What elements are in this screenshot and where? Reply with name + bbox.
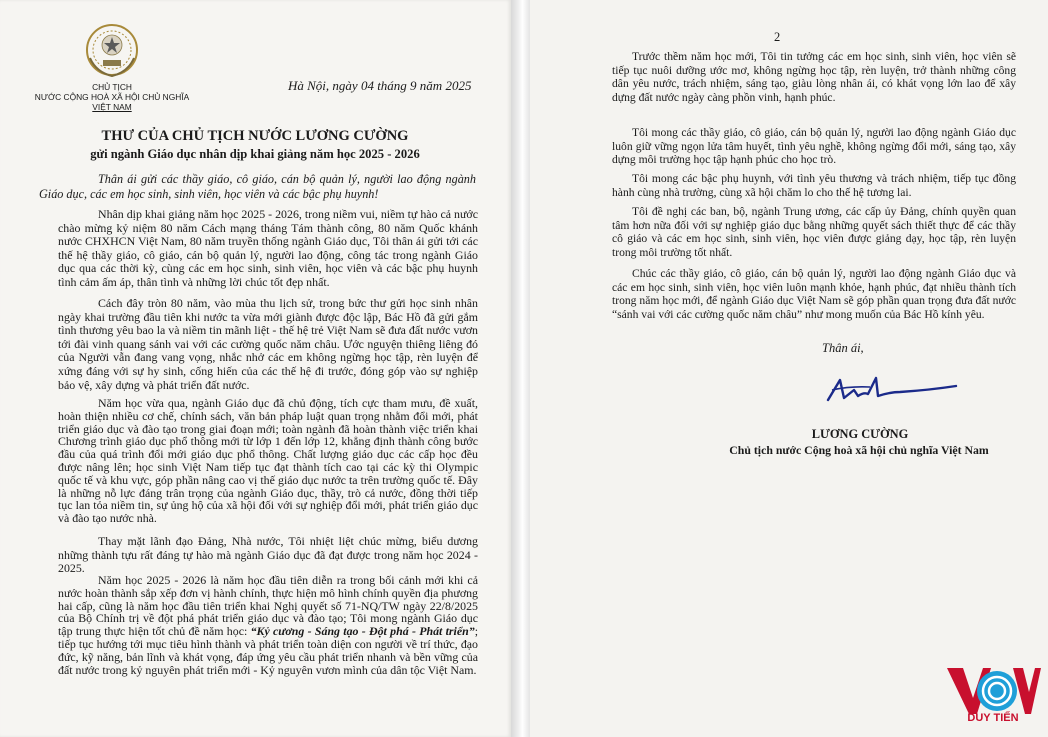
page-gutter (511, 0, 530, 737)
paragraph-theme (58, 574, 478, 676)
authority-line-3: VIỆT NAM (92, 102, 132, 112)
document-title: THƯ CỦA CHỦ TỊCH NƯỚC LƯƠNG CƯỜNG (101, 128, 409, 144)
issuing-authority (16, 82, 208, 112)
document-subtitle: gửi ngành Giáo dục nhân dịp khai giảng năm học 2025 - 2026 (90, 147, 420, 161)
paragraph: Trước thềm năm học mới, Tôi tin tưởng các em học sinh, sinh viên, học viên sẽ tiếp tục nuôi dưỡng ước mơ, không ngừng học tập, rèn luyện, trở thành những công dân yêu nước, trách nhiệm, sáng tạo, giàu lòng nhân ái, có khát vọng lớn lao để xây dựng đất nước ngày càng phồn vinh, hạnh phúc. (612, 50, 1016, 104)
national-emblem-icon (84, 20, 140, 80)
paragraph: Cách đây tròn 80 năm, vào mùa thu lịch sử, trong bức thư gửi học sinh nhân ngày khai trường đầu tiên khi nước ta vừa mới giành được độc lập, Bác Hồ đã gửi gắm tình thương yêu bao la và niềm tin mãnh liệt - thế hệ trẻ Việt Nam sẽ đưa đất nước vươn tới đài vinh quang sánh vai với các cường quốc năm châu. Ước nguyện thiêng liêng đó của Người vẫn đang vang vọng, nhắc nhở các em không ngừng học tập, rèn luyện để xứng đáng với sự hy sinh, cống hiến của các thế hệ đi trước, đóng góp vào sự nghiệp bảo vệ, xây dựng và phát triển đất nước. (58, 296, 478, 392)
paragraph: Nhân dịp khai giảng năm học 2025 - 2026, trong niềm vui, niềm tự hào cả nước chào mừng kỷ niệm 80 năm Cách mạng tháng Tám thành công, 80 năm Quốc khánh nước CHXHCN Việt Nam, 80 năm truyền thống ngành Giáo dục, Tôi thân ái gửi tới các thế hệ thầy giáo, cô giáo, cán bộ quản lý, người lao động, công tác trong ngành Giáo dục qua các thời kỳ, cùng các em học sinh, sinh viên, học viên và các bậc phụ huynh tình cảm ấm áp, thân tình và những lời chúc tốt đẹp nhất. (58, 207, 478, 289)
signer-title: Chủ tịch nước Cộng hoà xã hội chủ nghĩa Việt Nam (729, 443, 989, 457)
paragraph: Năm học vừa qua, ngành Giáo dục đã chủ động, tích cực tham mưu, đề xuất, hoàn thiện nhiều cơ chế, chính sách, văn bản pháp luật quan trọng nhằm đổi mới, phát triển giáo dục và đào tạo trong giai đoạn mới; toàn ngành đã hoàn thành việc triển khai Chương trình giáo dục phổ thông mới từ lớp 1 đến lớp 12, khẳng định thành công bước đầu của quá trình đổi mới giáo dục phổ thông. Chất lượng giáo dục các cấp học đều được nâng lên; học sinh Việt Nam tiếp tục đạt thành tích cao tại các kỳ thi Olympic quốc tế và khu vực, góp phần nâng cao vị thế giáo dục nước ta trên trường quốc tế. Đây là những nỗ lực đáng trân trọng của ngành Giáo dục, thầy, trò cả nước, đồng thời tiếp tục lan tỏa niềm tin, sự ủng hộ của xã hội đối với sự nghiệp đổi mới, phát triển giáo dục và đào tạo nước nhà. (58, 396, 478, 526)
dateline: Hà Nội, ngày 04 tháng 9 năm 2025 (288, 78, 472, 93)
paragraph: Tôi đề nghị các ban, bộ, ngành Trung ương, các cấp ủy Đảng, chính quyền quan tâm hơn nữa đối với sự nghiệp giáo dục bằng những quyết sách thiết thực để các thầy cô giáo và các em học sinh, sinh viên, học viên được giảng dạy, học tập, rèn luyện trong môi trường tốt nhất. (612, 205, 1016, 259)
paragraph-tail: ; tiếp tục hướng tới mục tiêu hình thành và phát triển toàn diện con người về trí thức, đạo đức, kỹ năng, bản lĩnh và khát vọng, đáp ứng yêu cầu phát triển nhanh và bền vững của đất nước trong kỷ nguyên phát triển mới - Kỷ nguyên vươn mình của dân tộc Việt Nam. (58, 624, 478, 677)
paragraph: Tôi mong các thầy giáo, cô giáo, cán bộ quản lý, người lao động ngành Giáo dục luôn giữ vững ngọn lửa tâm huyết, tình yêu nghề, không ngừng đổi mới, sáng tạo, xây dựng môi trường học tập hạnh phúc cho học trò. (612, 126, 1016, 167)
authority-line-1: CHỦ TỊCH (92, 82, 132, 92)
page-number: 2 (774, 30, 781, 44)
watermark-caption: DUY TIẾN (967, 712, 1019, 724)
closing: Thân ái, (822, 341, 864, 355)
letter-page-1 (0, 0, 511, 737)
letter-page-2 (530, 0, 1048, 737)
signer-name: LƯƠNG CƯỜNG (811, 427, 909, 441)
paragraph: Thay mặt lãnh đạo Đảng, Nhà nước, Tôi nhiệt liệt chúc mừng, biểu dương những thành tựu rất đáng tự hào mà ngành Giáo dục đã đạt được trong năm học 2024 - 2025. (58, 534, 478, 576)
theme-quote: “Kỷ cương - Sáng tạo - Đột phá - Phát triển” (250, 624, 475, 639)
signature-icon (820, 370, 960, 410)
authority-line-2: NƯỚC CỘNG HOÀ XÃ HỘI CHỦ NGHĨA (34, 92, 190, 102)
paragraph-lead: Năm học 2025 - 2026 là năm học đầu tiên diễn ra trong bối cảnh mới khi cả nước hoàn thành sắp xếp đơn vị hành chính, thực hiện mô hình chính quyền địa phương hai cấp, cũng là năm học đầu tiên triển khai Nghị quyết số 71-NQ/TW ngày 22/8/2025 của Bộ Chính trị về đột phá phát triển giáo dục và đào tạo; Tôi mong ngành Giáo dục tập trung thực hiện tốt chủ đề năm học: (58, 573, 478, 639)
paragraph: Chúc các thầy giáo, cô giáo, cán bộ quản lý, người lao động ngành Giáo dục và các em học sinh, sinh viên, học viên luôn mạnh khỏe, hạnh phúc, đạt nhiều thành tích trong năm học mới, để ngành Giáo dục Việt Nam sẽ góp phần quan trọng đưa đất nước “sánh vai với các cường quốc năm châu” như mong muốn của Bác Hồ kính yêu. (612, 267, 1016, 321)
greeting: Thân ái gửi các thầy giáo, cô giáo, cán bộ quản lý, người lao động ngành Giáo dục, các em học sinh, sinh viên, học viên và các bậc phụ huynh! (39, 172, 476, 202)
paragraph: Tôi mong các bậc phụ huynh, với tình yêu thương và trách nhiệm, tiếp tục đồng hành cùng nhà trường, cùng xã hội chăm lo cho thế hệ tương lai. (612, 172, 1016, 199)
